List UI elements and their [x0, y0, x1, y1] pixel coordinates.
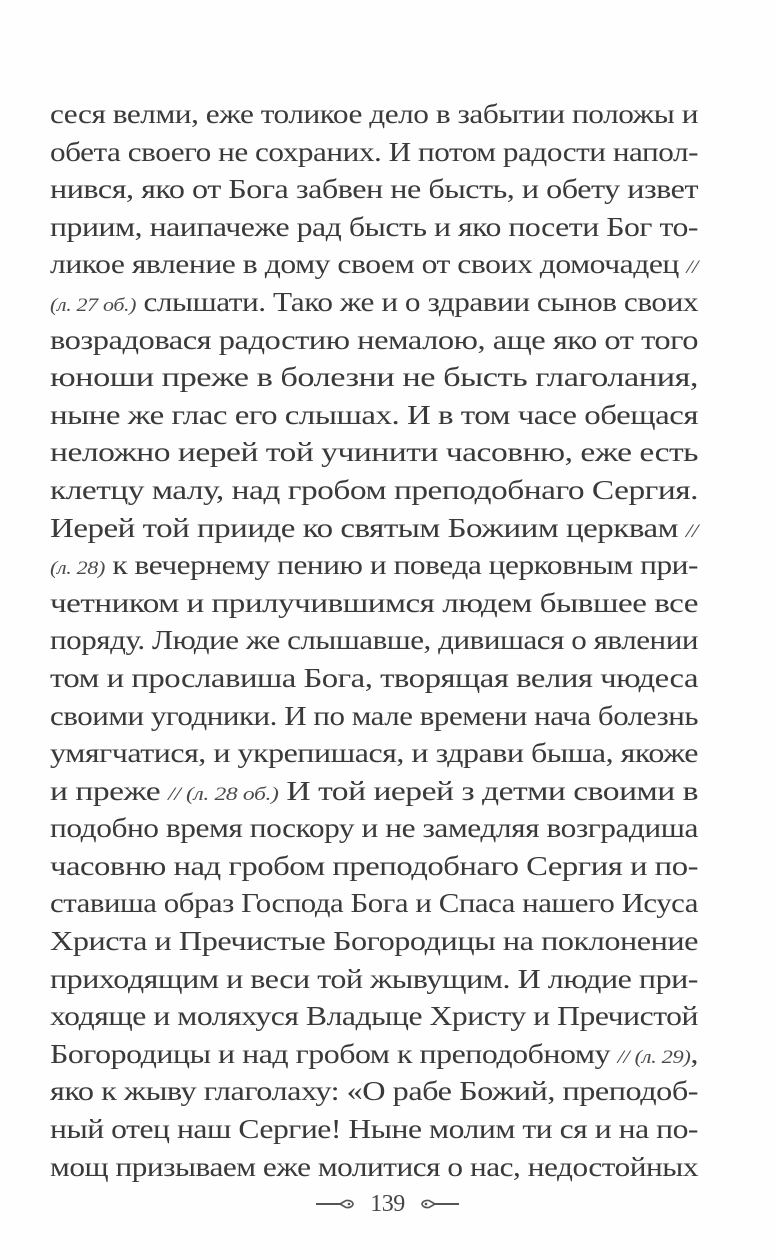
text-span: Богородицы и над гробом к преподобному — [50, 1038, 618, 1069]
text-line — [50, 510, 698, 548]
text-line — [50, 246, 698, 284]
text-line — [50, 998, 698, 1036]
text-line — [50, 961, 698, 999]
text-span: Иерей той прииде ко святым Божиим церквам — [50, 512, 686, 543]
text-line — [50, 773, 698, 811]
text-line — [50, 848, 698, 886]
text-span: том и прославиша Бога, творящая велия чюдеса — [50, 662, 699, 693]
page-footer — [0, 1190, 775, 1218]
text-span: своими угодники. И по мале времени нача болезнь — [50, 700, 699, 731]
text-span: к вечернему пению и поведа церковным при- — [105, 550, 698, 581]
text-span: Христа и Пречистые Богородицы на поклонение — [50, 926, 698, 957]
text-line — [50, 735, 698, 773]
text-line — [50, 923, 698, 961]
text-line — [50, 322, 698, 360]
folio-reference: // (л. 28 об.) — [168, 783, 279, 805]
text-line — [50, 134, 698, 172]
text-line — [50, 171, 698, 209]
text-span: и преже — [50, 775, 169, 806]
text-span: ликое явление в дому своем от своих домочадец — [50, 249, 687, 280]
text-span: возрадовася радостию немалою, аще яко от того — [50, 324, 698, 355]
folio-reference: (л. 28) — [50, 558, 106, 580]
text-line — [50, 1036, 698, 1074]
text-line — [50, 622, 698, 660]
text-span: ныне же глас его слышах. И в том часе обещася — [50, 399, 699, 430]
text-span: ходяще и моляхуся Владыце Христу и Пречистой — [50, 1001, 699, 1032]
page-number: 139 — [370, 1190, 405, 1217]
text-span: приходящим и веси той жывущим. И людие при- — [50, 963, 698, 994]
text-span: сеся велми, еже толикое дело в забытии положы и — [50, 99, 699, 129]
text-line — [50, 96, 698, 134]
text-line — [50, 359, 698, 397]
text-span: неложно иерей той учинити часовню, еже есть — [50, 437, 698, 468]
text-line — [50, 1073, 698, 1111]
text-span: подобно время поскору и не замедляя возградиша — [50, 813, 698, 844]
text-line — [50, 472, 698, 510]
text-line — [50, 547, 698, 585]
folio-reference: // (л. 29) — [617, 1046, 691, 1068]
text-line — [50, 885, 698, 923]
text-span: слышати. Тако же и о здравии сынов своих — [136, 286, 698, 317]
folio-reference: // — [686, 257, 699, 279]
folio-reference: (л. 27 об.) — [50, 294, 137, 316]
text-span: часовню над гробом преподобнаго Сергия и по- — [50, 850, 698, 881]
text-span: ный отец наш Сергие! Ныне молим ти ся и на по- — [50, 1114, 699, 1145]
text-line — [50, 284, 698, 322]
text-span: поряду. Людие же слышавше, дивишася о явлении — [50, 625, 699, 656]
text-span: клетцу малу, над гробом преподобнаго Сергия. — [50, 474, 699, 505]
ornament-right-icon — [417, 1199, 459, 1209]
text-span: умягчатися, и укрепишася, и здрави быша, якоже — [50, 738, 698, 769]
text-span: ставиша образ Господа Бога и Спаса нашего Исуса — [50, 888, 699, 919]
text-line — [50, 209, 698, 247]
text-line — [50, 810, 698, 848]
text-line — [50, 1111, 698, 1149]
text-span: мощ призываем еже молитися о нас, недостойных — [50, 1151, 698, 1182]
text-line — [50, 434, 698, 472]
text-span: И той иерей з детми своими в — [278, 775, 699, 806]
text-line — [50, 660, 698, 698]
text-line — [50, 397, 698, 435]
ornament-left-icon — [316, 1199, 358, 1209]
text-line — [50, 585, 698, 623]
text-line — [50, 698, 698, 736]
text-span: нився, яко от Бога забвен не бысть, и обету извет — [50, 174, 699, 205]
text-span: обета своего не сохраних. И потом радости напол- — [50, 136, 699, 167]
text-span: четником и прилучившимся людем бывшее все — [50, 587, 698, 618]
text-span: яко к жыву глаголаху: «О рабе Божий, преподоб- — [50, 1076, 699, 1107]
body-text — [50, 96, 698, 1186]
folio-reference: // — [685, 520, 698, 542]
text-span: , — [690, 1038, 698, 1069]
text-line — [50, 1149, 698, 1187]
text-span: приим, наипачеже рад бысть и яко посети Бог то- — [50, 211, 699, 242]
text-span: юноши преже в болезни не бысть глаголания, — [50, 362, 698, 393]
